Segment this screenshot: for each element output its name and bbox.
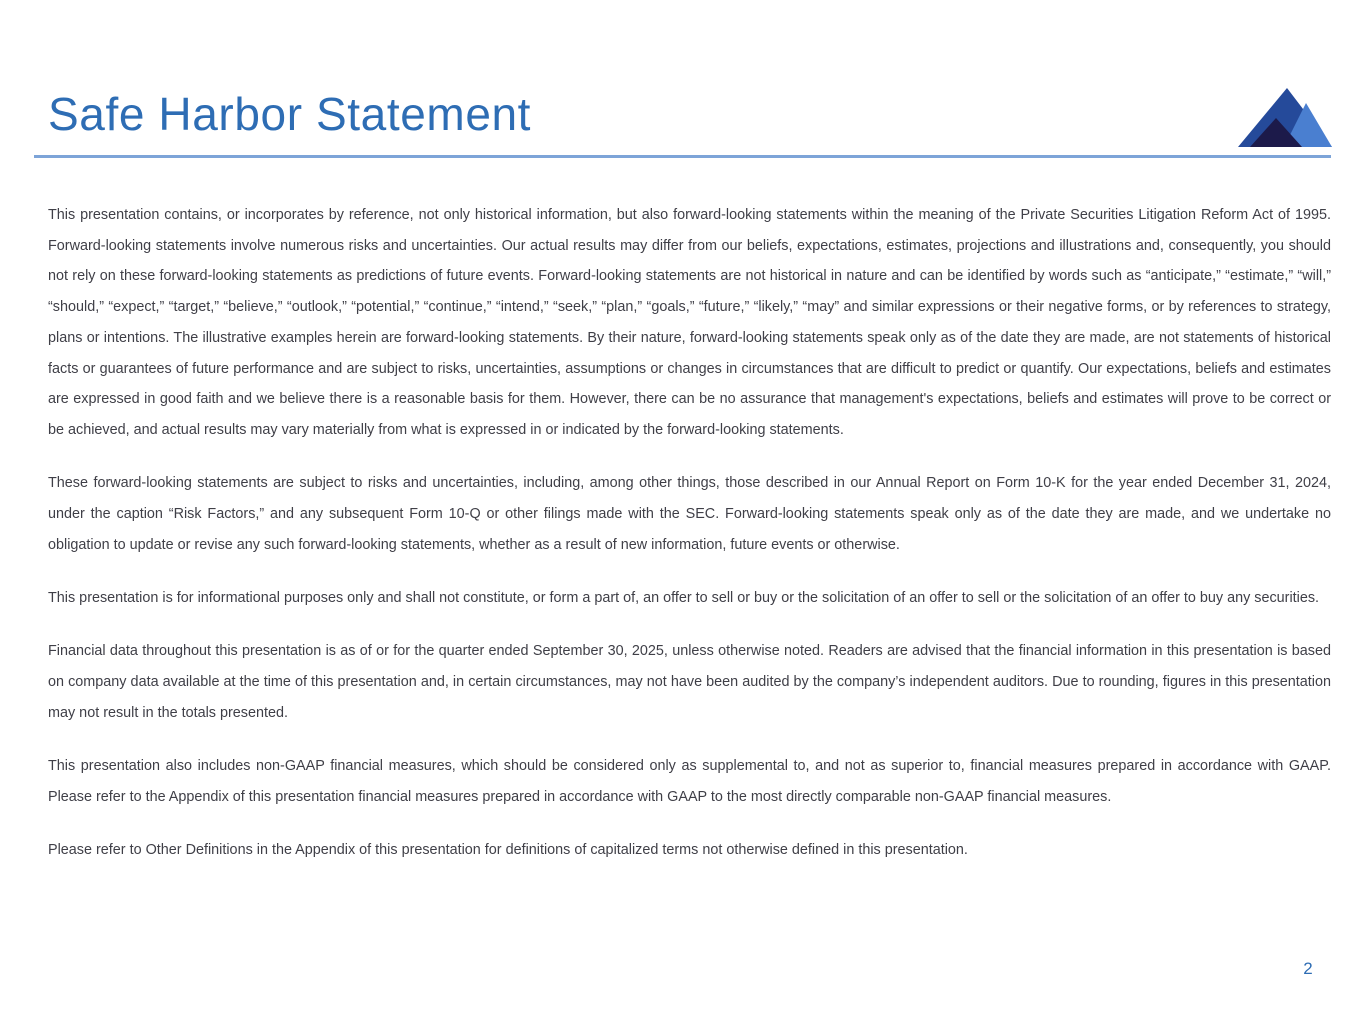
paragraph-definitions: Please refer to Other Definitions in the Appendix of this presentation for definitions of capitalized terms not otherwise defined in this presentation.	[48, 841, 968, 858]
paragraph-risk-factors: These forward-looking statements are subject to risks and uncertainties, including, among other things, those described in our Annual Report on Form 10-K for the year ended December 31, 2024, under the caption “Risk Factors,” and any subsequent Form 10-Q or other filings made with the SEC. Forward-looking statements speak only as of the date they are made, and we undertake no obligation to update or revise any such forward-looking statements, whether as a result of new information, future events or otherwise.	[48, 475, 1331, 553]
page-number: 2	[1303, 959, 1313, 978]
paragraph-forward-looking: This presentation contains, or incorporates by reference, not only historical information, but also forward-looking statements within the meaning of the Private Securities Litigation Reform Act of 1995. Forward-looking statements involve numerous risks and uncertainties. Our actual results may differ from our beliefs, expectations, estimates, projections and illustrations and, consequently, you should not rely on these forward-looking statements as predictions of future events. Forward-looking statements are not historical in nature and can be identified by words such as “anticipate,” “estimate,” “will,” “should,” “expect,” “target,” “believe,” “outlook,” “potential,” “continue,” “intend,” “seek,” “plan,” “goals,” “future,” “likely,” “may” and similar expressions or their negative forms, or by references to strategy, plans or intentions. The illustrative examples herein are forward-looking statements. By their nature, forward-looking statements speak only as of the date they are made, are not statements of historical facts or guarantees of future performance and are subject to risks, uncertainties, assumptions or changes in circumstances that are difficult to predict or quantify. Our expectations, beliefs and estimates are expressed in good faith and we believe there is a reasonable basis for them. However, there can be no assurance that management's expectations, beliefs and estimates will prove to be correct or be achieved, and actual results may vary materially from what is expressed in or indicated by the forward-looking statements.	[48, 207, 1331, 438]
paragraph-informational-purposes: This presentation is for informational purposes only and shall not constitute, or form a part of, an offer to sell or buy or the solicitation of an offer to sell or the solicitation of an offer to buy any securities.	[48, 589, 1320, 606]
paragraph-non-gaap: This presentation also includes non-GAAP financial measures, which should be considered only as supplemental to, and not as superior to, financial measures prepared in accordance with GAAP. Please refer to the Appendix of this presentation financial measures prepared in accordance with GAAP to the most directly comparable non-GAAP financial measures.	[48, 757, 1331, 805]
mountain-logo-icon	[1236, 88, 1332, 148]
paragraph-financial-data: Financial data throughout this presentation is as of or for the quarter ended September 30, 2025, unless otherwise noted. Readers are advised that the financial information in this presentation is based on company data available at the time of this presentation and, in certain circumstances, may not have been audited by the company’s independent auditors. Due to rounding, figures in this presentation may not result in the totals presented.	[48, 643, 1331, 721]
page-title: Safe Harbor Statement	[48, 88, 532, 140]
disclaimer-body	[48, 200, 1331, 866]
title-divider	[34, 155, 1331, 158]
